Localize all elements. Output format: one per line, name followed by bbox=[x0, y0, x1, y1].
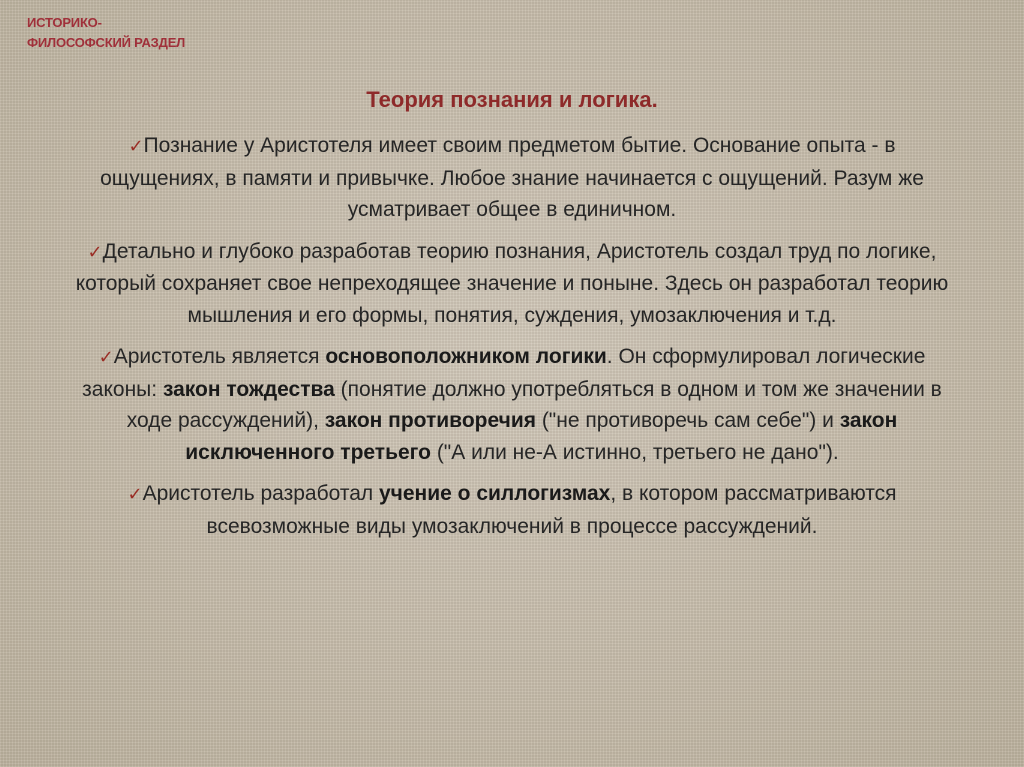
bullet-logical-laws bbox=[70, 341, 954, 468]
checkmark-icon: ✓ bbox=[128, 136, 144, 157]
bullet-cognition bbox=[70, 130, 954, 226]
checkmark-icon: ✓ bbox=[87, 241, 103, 263]
bullet-emphasis: основоположником логики bbox=[325, 345, 607, 368]
bullet-text: ("А или не-А истинно, третьего не дано"). bbox=[430, 440, 839, 464]
bullet-emphasis: учение о силлогизмах bbox=[379, 482, 611, 505]
bullet-list bbox=[70, 130, 954, 552]
bullet-text: ("не противоречь сам себе") и bbox=[535, 409, 840, 432]
bullet-emphasis: закон исключенного третьего bbox=[185, 409, 898, 464]
bullet-logic-work bbox=[70, 236, 954, 332]
bullet-emphasis: закон противоречия bbox=[324, 409, 536, 432]
bullet-text: (понятие должно употребляться в одном и том же значении в ходе рассуждений), bbox=[126, 377, 942, 432]
bullet-text: . Он сформулировал логические законы: bbox=[82, 345, 926, 401]
bullet-text: Аристотель разработал bbox=[142, 482, 379, 505]
bullet-text: Аристотель является bbox=[113, 345, 326, 368]
checkmark-icon: ✓ bbox=[127, 484, 143, 505]
bullet-text: Познание у Аристотеля имеет своим предметом бытие. Основание опыта - в ощущениях, в памяти и привычке. Любое знание начинается с ощущений. Разум же усматривает общее в единичном. bbox=[100, 134, 924, 221]
slide-title: Теория познания и логика. bbox=[366, 87, 658, 112]
bullet-text: , в котором рассматриваются всевозможные виды умозаключений в процессе рассуждений. bbox=[206, 482, 897, 538]
section-label: ИСТОРИКО- ФИЛОСОФСКИЙ РАЗДЕЛ bbox=[27, 15, 186, 50]
bullet-emphasis: закон тождества bbox=[162, 377, 335, 401]
bullet-text: Детально и глубоко разработав теорию познания, Аристотель создал труд по логике, который сохраняет свое непреходящее значение и поныне. Здесь он разработал теорию мышления и его формы, понятия, суждения, умозаключения и т.д. bbox=[75, 239, 949, 327]
bullet-syllogisms bbox=[70, 478, 954, 542]
checkmark-icon: ✓ bbox=[98, 347, 114, 368]
